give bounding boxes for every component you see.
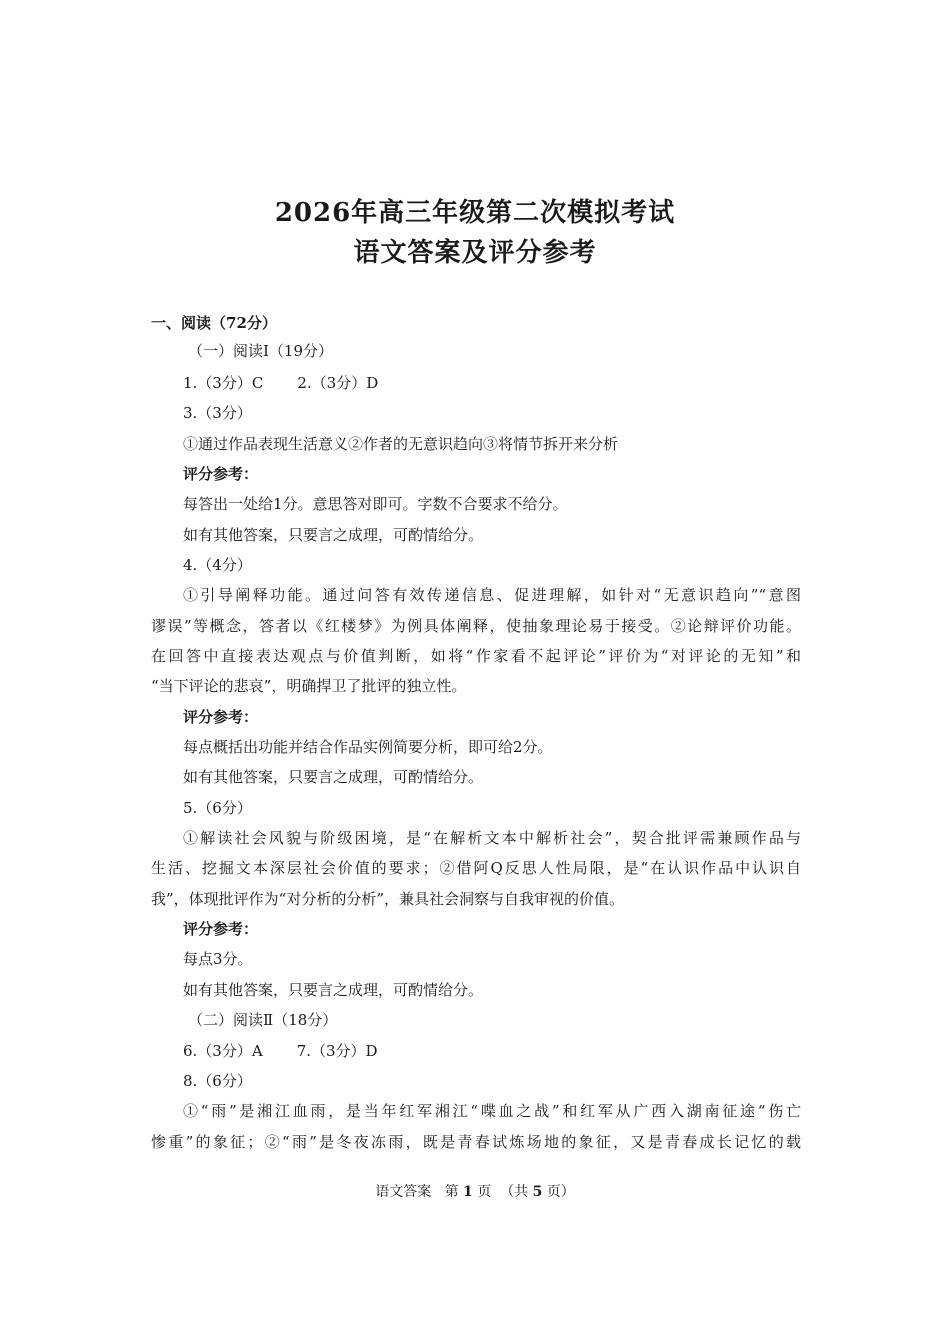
scoring-ref-q4-1: 每点概括出功能并结合作品实例简要分析，即可给2分。 bbox=[183, 738, 553, 756]
answer-q5-line3: 我”，体现批评作为“对分析的分析”，兼具社会洞察与自我审视的价值。 bbox=[151, 890, 625, 908]
answer-q2: 2.（3分）D bbox=[297, 374, 379, 392]
scoring-ref-q3-2: 如有其他答案，只要言之成理，可酌情给分。 bbox=[183, 526, 484, 544]
part-heading-reading-2: （二）阅读Ⅱ（18分） bbox=[188, 1011, 338, 1029]
answer-q3: ①通过作品表现生活意义②作者的无意识趋向③将情节拆开来分析 bbox=[183, 435, 619, 453]
footer-subject: 语文答案 bbox=[375, 1184, 432, 1200]
scoring-ref-q4-2: 如有其他答案，只要言之成理，可酌情给分。 bbox=[183, 768, 484, 786]
question-label-q3: 3.（3分） bbox=[183, 404, 252, 422]
footer-total-prefix: （共 bbox=[500, 1184, 529, 1200]
question-label-q8: 8.（6分） bbox=[183, 1072, 252, 1090]
page-title: 2026年高三年级第二次模拟考试 bbox=[274, 198, 676, 228]
scoring-ref-q3-1: 每答出一处给1分。意思答对即可。字数不合要求不给分。 bbox=[183, 495, 568, 513]
answer-q6: 6.（3分）A bbox=[183, 1042, 263, 1060]
answer-q4-line1: ①引导阐释功能。通过问答有效传递信息、促进理解，如针对“无意识趋向”“意图 bbox=[183, 586, 801, 604]
footer-page-prefix: 第 bbox=[444, 1184, 459, 1200]
answer-row-q6-q7 bbox=[183, 1041, 378, 1061]
footer-total-suffix: 页） bbox=[546, 1184, 575, 1200]
section-heading-reading: 一、阅读（72分） bbox=[151, 314, 277, 332]
answer-q8-line1: ①“雨”是湘江血雨，是当年红军湘江“喋血之战”和红军从广西入湖南征途“伤亡 bbox=[183, 1102, 801, 1120]
answer-q5-line1: ①解读社会风貌与阶级困境，是“在解析文本中解析社会”，契合批评需兼顾作品与 bbox=[183, 829, 801, 847]
scoring-ref-label-q4: 评分参考： bbox=[183, 708, 259, 726]
answer-q1: 1.（3分）C bbox=[183, 374, 264, 392]
scoring-ref-label-q3: 评分参考： bbox=[183, 465, 259, 483]
answer-q4-line2: 谬误”等概念，答者以《红楼梦》为例具体阐释，使抽象理论易于接受。②论辩评价功能。 bbox=[151, 617, 801, 635]
question-label-q4: 4.（4分） bbox=[183, 556, 252, 574]
scoring-ref-q5-1: 每点3分。 bbox=[183, 950, 253, 968]
answer-q4-line4: “当下评论的悲哀”，明确捍卫了批评的独立性。 bbox=[151, 677, 467, 695]
footer-page-number: 1 bbox=[463, 1184, 473, 1200]
page-footer bbox=[0, 1181, 950, 1201]
answer-q8-line2: 惨重”的象征；②“雨”是冬夜冻雨，既是青春试炼场地的象征，又是青春成长记忆的载 bbox=[151, 1133, 801, 1151]
footer-page-suffix: 页 bbox=[477, 1184, 492, 1200]
answer-row-q1-q2 bbox=[183, 373, 378, 393]
answer-q5-line2: 生活、挖掘文本深层社会价值的要求；②借阿Q反思人性局限，是“在认识作品中认识自 bbox=[151, 859, 801, 877]
answer-q7: 7.（3分）D bbox=[296, 1042, 378, 1060]
question-label-q5: 5.（6分） bbox=[183, 799, 252, 817]
scoring-ref-q5-2: 如有其他答案，只要言之成理，可酌情给分。 bbox=[183, 981, 484, 999]
answer-q4-line3: 在回答中直接表达观点与价值判断，如将“作家看不起评论”评价为“对评论的无知”和 bbox=[151, 647, 801, 665]
page-subtitle: 语文答案及评分参考 bbox=[353, 238, 597, 268]
footer-total-number: 5 bbox=[532, 1184, 543, 1200]
scoring-ref-label-q5: 评分参考： bbox=[183, 920, 259, 938]
part-heading-reading-1: （一）阅读Ⅰ（19分） bbox=[188, 342, 334, 360]
